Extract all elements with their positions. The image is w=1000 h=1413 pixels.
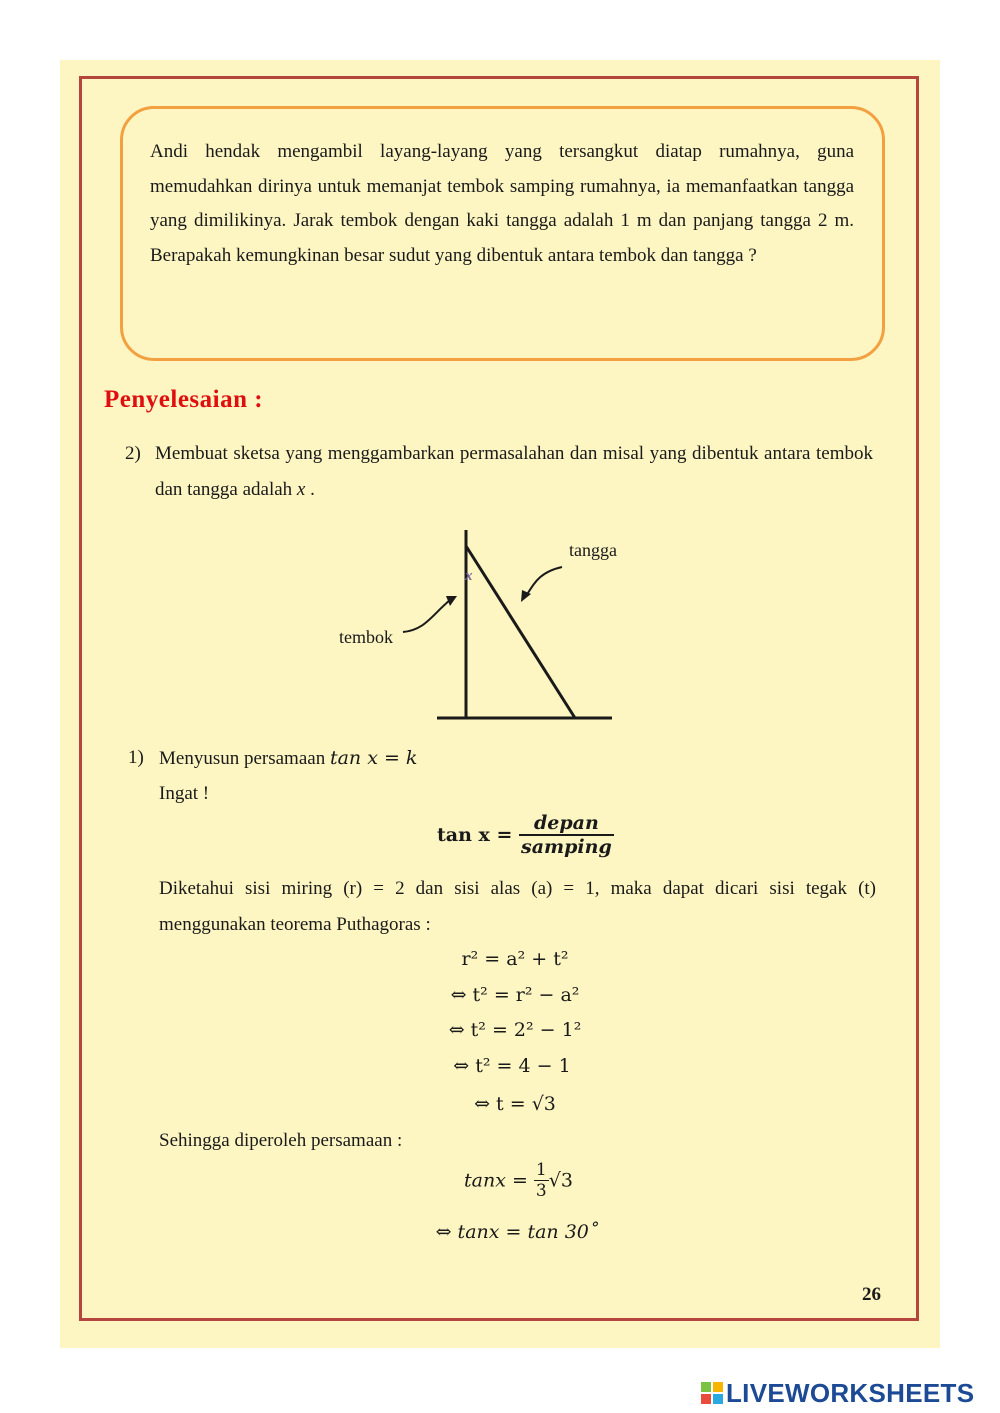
step-2-text: Membuat sketsa yang menggambarkan permasalahan dan misal yang dibentuk antara tembok dan tangga adalah x .	[155, 443, 873, 500]
liveworksheets-logo	[700, 1378, 974, 1408]
result-frac-den: 3	[535, 1181, 547, 1201]
result-equation	[464, 1160, 573, 1201]
step-1-number: 1)	[128, 747, 144, 768]
tan-formula-fraction	[519, 812, 614, 858]
pythagoras-line-4: ⇔ t² = 4 − 1	[453, 1055, 571, 1077]
ladder-line	[466, 546, 575, 718]
step-2-number: 2)	[125, 443, 141, 464]
pythagoras-line-1: r² = a² + t²	[461, 948, 569, 970]
pythagoras-line-5: ⇔ t = √3	[474, 1093, 556, 1115]
tembok-arrow	[403, 600, 450, 632]
result-final: ⇔ tanx = tan 30˚	[435, 1221, 599, 1243]
liveworksheets-icon	[700, 1381, 724, 1405]
tangga-arrow	[526, 567, 562, 596]
tangga-label: tangga	[569, 540, 617, 560]
problem-box	[120, 106, 885, 361]
result-intro: Sehingga diperoleh persamaan :	[159, 1130, 403, 1151]
pythagoras-line-3: ⇔ t² = 2² − 1²	[448, 1019, 582, 1041]
result-lhs: tanx =	[464, 1169, 528, 1192]
result-root: √3	[548, 1169, 573, 1192]
tan-formula-numerator: depan	[519, 812, 614, 836]
known-text: Diketahui sisi miring (r) = 2 dan sisi alas (a) = 1, maka dapat dicari sisi tegak (t) menggunakan teorema Puthagoras :	[159, 878, 876, 935]
result-frac-num: 1	[535, 1160, 547, 1180]
pythagoras-line-2: ⇔ t² = r² − a²	[450, 984, 580, 1006]
step-1-equation: tan x = k	[329, 747, 418, 769]
ladder-sketch	[330, 520, 630, 730]
tan-formula-lhs: tan x =	[437, 824, 513, 846]
brand-name: LIVEWORKSHEETS	[726, 1378, 975, 1408]
reminder-text: Ingat !	[159, 783, 210, 804]
result-fraction	[534, 1160, 549, 1201]
problem-text: Andi hendak mengambil layang-layang yang tersangkut diatap rumahnya, guna memudahkan dirinya untuk memanjat tembok samping rumahnya, ia memanfaatkan tangga yang dimilikinya. Jarak tembok dengan kaki tangga adalah 1 m dan panjang tangga 2 m. Berapakah kemungkinan besar sudut yang dibentuk antara tembok dan tangga ?	[150, 141, 854, 266]
step-1-text: Menyusun persamaan tan x = k	[159, 747, 418, 769]
tan-formula-denominator: samping	[521, 836, 612, 858]
tan-formula	[437, 812, 614, 858]
angle-label: x	[465, 568, 473, 584]
solution-heading: Penyelesaian :	[104, 386, 264, 413]
page-number: 26	[862, 1284, 881, 1305]
tembok-label: tembok	[339, 627, 393, 647]
